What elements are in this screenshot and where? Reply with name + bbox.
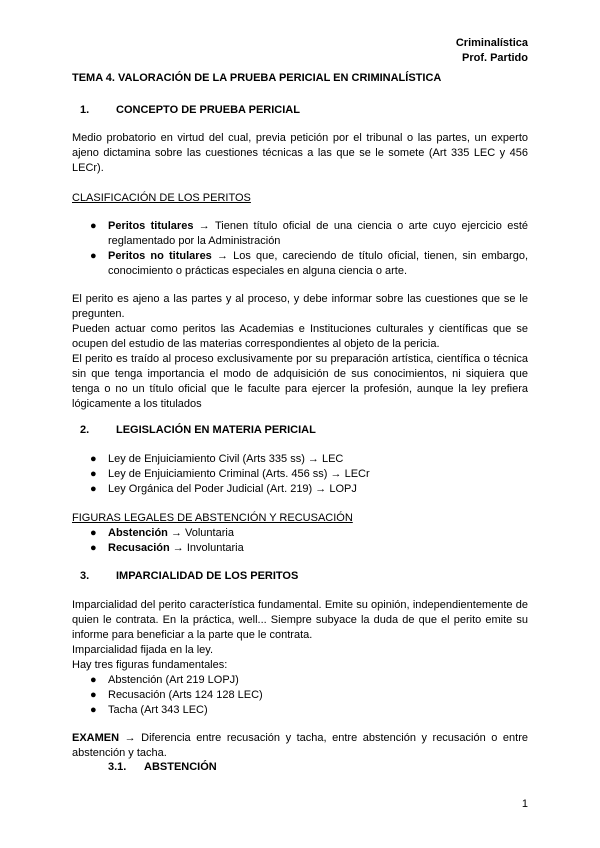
law-item: Ley Orgánica del Poder Judicial (Art. 219) → LOPJ <box>108 483 357 495</box>
figure-item: Recusación (Arts 124 128 LEC) <box>108 689 263 701</box>
section-2-number: 2. <box>80 424 90 436</box>
list-item <box>90 467 528 482</box>
section-3-body <box>72 598 528 673</box>
bullet-icon: ● <box>90 483 97 495</box>
figures-heading: FIGURAS LEGALES DE ABSTENCIÓN Y RECUSACIÓN <box>72 512 353 524</box>
text-titulares: → Tienen título oficial de una ciencia o arte cuyo ejercicio esté reglamentado por la Administración <box>108 220 529 247</box>
exam-term: EXAMEN <box>72 732 120 744</box>
text-abstencion: → Voluntaria <box>167 527 234 539</box>
text-recusacion: → Involuntaria <box>169 542 244 554</box>
list-item <box>90 482 528 497</box>
term-abstencion: Abstención <box>108 527 168 539</box>
figure-item: Tacha (Art 343 LEC) <box>108 704 208 716</box>
bullet-icon: ● <box>90 674 97 686</box>
exam-text: → Diferencia entre recusación y tacha, entre abstención y recusación o entre abstención y tacha. <box>72 732 528 759</box>
section-3-heading <box>72 570 298 582</box>
paragraph: Imparcialidad fijada en la ley. <box>72 644 214 656</box>
subsection-number: 3.1. <box>108 761 127 773</box>
section-3-title: IMPARCIALIDAD DE LOS PERITOS <box>116 570 299 582</box>
header-professor: Prof. Partido <box>461 52 528 64</box>
list-item <box>90 526 528 541</box>
list-item <box>90 703 528 718</box>
section-3-number: 3. <box>80 570 90 582</box>
bullet-icon: ● <box>90 689 97 701</box>
section-1-intro: Medio probatorio en virtud del cual, previa petición por el tribunal o las partes, un experto ajeno dictamina sobre las cuestiones técnicas a las que se le somete (Art 335 LEC y 456 LECr). <box>72 132 528 174</box>
section-1-heading <box>72 104 300 116</box>
bullet-icon: ● <box>90 704 97 716</box>
bullet-icon: ● <box>90 542 97 554</box>
bullet-icon: ● <box>90 468 97 480</box>
header-block <box>456 36 528 66</box>
bullet-icon: ● <box>90 527 97 539</box>
list-item <box>90 673 528 688</box>
bullet-icon: ● <box>90 453 97 465</box>
list-item <box>90 249 528 279</box>
paragraph: Hay tres figuras fundamentales: <box>72 659 228 671</box>
figures-list <box>90 526 528 556</box>
bullet-icon: ● <box>90 250 97 262</box>
laws-list <box>90 452 528 497</box>
law-item: Ley de Enjuiciamiento Civil (Arts 335 ss) → LEC <box>108 453 344 465</box>
header-subject: Criminalística <box>455 37 528 49</box>
classification-heading: CLASIFICACIÓN DE LOS PERITOS <box>72 192 251 204</box>
paragraph: Imparcialidad del perito característica fundamental. Emite su opinión, independientemente de quien le contrata. En la práctica, well... Siempre subyace la duda de que el perito emite su informe para beneficiar a la parte que le contrata. <box>72 599 528 641</box>
list-item <box>90 219 528 249</box>
figure-item: Abstención (Art 219 LOPJ) <box>108 674 239 686</box>
section-1-title: CONCEPTO DE PRUEBA PERICIAL <box>116 104 300 116</box>
paragraph: Pueden actuar como peritos las Academias e Instituciones culturales y científicas que se ocupen del estudio de las materias correspondientes al objeto de la pericia. <box>72 323 528 350</box>
exam-note <box>72 731 528 761</box>
paragraph: El perito es traído al proceso exclusivamente por su preparación artística, científica o técnica sin que tenga importancia el modo de adquisición de sus conocimientos, ni siquiera que tenga o no un título oficial que le faculte para ejercer la profesión, aunque la ley prefiera lógicamente a los titulados <box>72 353 528 410</box>
section-2-title: LEGISLACIÓN EN MATERIA PERICIAL <box>116 424 316 436</box>
peritos-list <box>90 219 528 279</box>
subsection-3-1-heading <box>108 761 217 773</box>
list-item <box>90 452 528 467</box>
section-1-body <box>72 292 528 412</box>
document-title: TEMA 4. VALORACIÓN DE LA PRUEBA PERICIAL EN CRIMINALÍSTICA <box>72 72 442 84</box>
term-recusacion: Recusación <box>108 542 170 554</box>
term-titulares: Peritos titulares <box>108 220 194 232</box>
list-item <box>90 688 528 703</box>
list-item <box>90 541 528 556</box>
subsection-title: ABSTENCIÓN <box>144 761 217 773</box>
paragraph: El perito es ajeno a las partes y al proceso, y debe informar sobre las cuestiones que se le pregunten. <box>72 293 528 320</box>
page-number: 1 <box>521 798 528 810</box>
bullet-icon: ● <box>90 220 97 232</box>
text-no-titulares: → Los que, careciendo de título oficial, tienen, sin embargo, conocimiento o prácticas especiales en alguna ciencia o arte. <box>108 250 528 277</box>
three-figures-list <box>90 673 528 718</box>
law-item: Ley de Enjuiciamiento Criminal (Arts. 456 ss) → LECr <box>108 468 370 480</box>
term-no-titulares: Peritos no titulares <box>108 250 212 262</box>
section-1-number: 1. <box>80 104 90 116</box>
section-2-heading <box>72 424 316 436</box>
